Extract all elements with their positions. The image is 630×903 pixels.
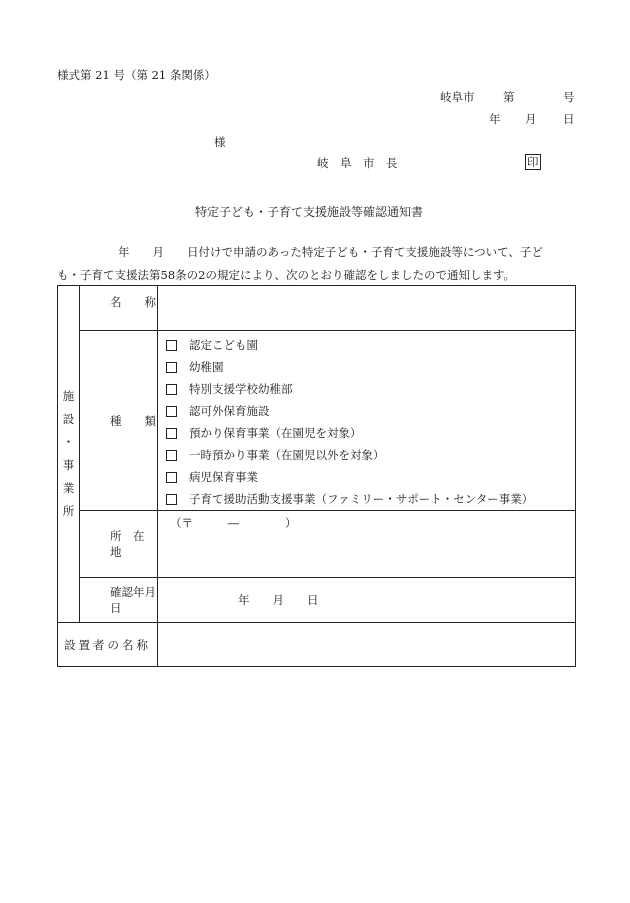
form-number: 様式第 21 号（第 21 条関係） — [57, 68, 216, 82]
facility-section-label-char: 設 — [62, 412, 75, 426]
name-label-cell — [80, 286, 158, 331]
facility-section-label-char: 業 — [62, 481, 75, 495]
issue-day-label: 日 — [563, 112, 575, 126]
body-line-1: 年 月 日付けで申請のあった特定子ども・子育て支援施設等について、子ど — [118, 245, 543, 259]
type-option-row[interactable] — [164, 400, 575, 422]
checkbox-icon[interactable] — [166, 384, 177, 395]
document-number-prefix: 第 — [503, 90, 515, 104]
facility-section-label-char: ・ — [62, 435, 75, 449]
founder-label-cell — [58, 623, 158, 667]
address-label: 所 在 地 — [110, 529, 156, 559]
checkbox-icon[interactable] — [166, 472, 177, 483]
type-option-row[interactable] — [164, 334, 575, 356]
document-title: 特定子ども・子育て支援施設等確認通知書 — [195, 205, 424, 219]
facility-section-label-char: 施 — [62, 389, 75, 403]
issue-month-label: 月 — [525, 112, 537, 126]
type-option-label: 預かり保育事業（在園児を対象） — [189, 426, 362, 440]
type-option-label: 特別支援学校幼稚部 — [189, 382, 293, 396]
address-label-cell — [80, 511, 158, 578]
type-option-label: 認可外保育施設 — [189, 404, 270, 418]
type-option-row[interactable] — [164, 356, 575, 378]
facility-section-label-char: 所 — [62, 504, 75, 518]
confirm-date-label: 確認年月日 — [110, 585, 156, 615]
document-number-suffix: 号 — [563, 90, 575, 104]
type-option-label: 子育て援助活動支援事業（ファミリー・サポート・センター事業） — [189, 492, 534, 506]
founder-label: 設置者の名称 — [64, 637, 151, 652]
facility-section-label-char: 事 — [62, 458, 75, 472]
confirm-date-value: 年 月 日 — [238, 593, 319, 607]
checkbox-icon[interactable] — [166, 406, 177, 417]
type-options-list — [158, 331, 575, 510]
body-line-2: も・子育て支援法第58条の2の規定により、次のとおり確認をしましたので通知します。 — [57, 268, 516, 282]
type-option-label: 幼稚園 — [189, 360, 224, 374]
addressee-suffix: 様 — [214, 135, 226, 149]
type-option-row[interactable] — [164, 488, 575, 510]
checkbox-icon[interactable] — [166, 428, 177, 439]
type-options-cell — [158, 331, 576, 511]
address-value-cell[interactable] — [158, 511, 576, 578]
type-option-label: 一時預かり事業（在園児以外を対象） — [189, 448, 385, 462]
type-option-row[interactable] — [164, 378, 575, 400]
type-label: 種 類 — [110, 413, 156, 428]
postal-code-field: （〒 ― ） — [170, 516, 297, 530]
issue-year-label: 年 — [489, 112, 501, 126]
type-option-row[interactable] — [164, 466, 575, 488]
type-option-label: 病児保育事業 — [189, 470, 258, 484]
checkbox-icon[interactable] — [166, 362, 177, 373]
founder-value-cell[interactable] — [158, 623, 576, 667]
facility-section-label-chars — [58, 385, 79, 523]
facility-table — [57, 285, 576, 667]
type-label-cell — [80, 331, 158, 511]
name-label: 名 称 — [110, 295, 156, 309]
checkbox-icon[interactable] — [166, 494, 177, 505]
seal-mark: 印 — [527, 155, 539, 169]
name-value-cell[interactable] — [158, 286, 576, 331]
issuing-city: 岐阜市 — [440, 90, 475, 104]
mayor-title: 岐 阜 市 長 — [317, 156, 398, 170]
checkbox-icon[interactable] — [166, 340, 177, 351]
type-option-row[interactable] — [164, 422, 575, 444]
facility-section-label — [58, 286, 80, 623]
confirm-date-value-cell[interactable] — [158, 578, 576, 623]
checkbox-icon[interactable] — [166, 450, 177, 461]
type-option-label: 認定こども園 — [189, 338, 258, 352]
type-option-row[interactable] — [164, 444, 575, 466]
confirm-date-label-cell — [80, 578, 158, 623]
